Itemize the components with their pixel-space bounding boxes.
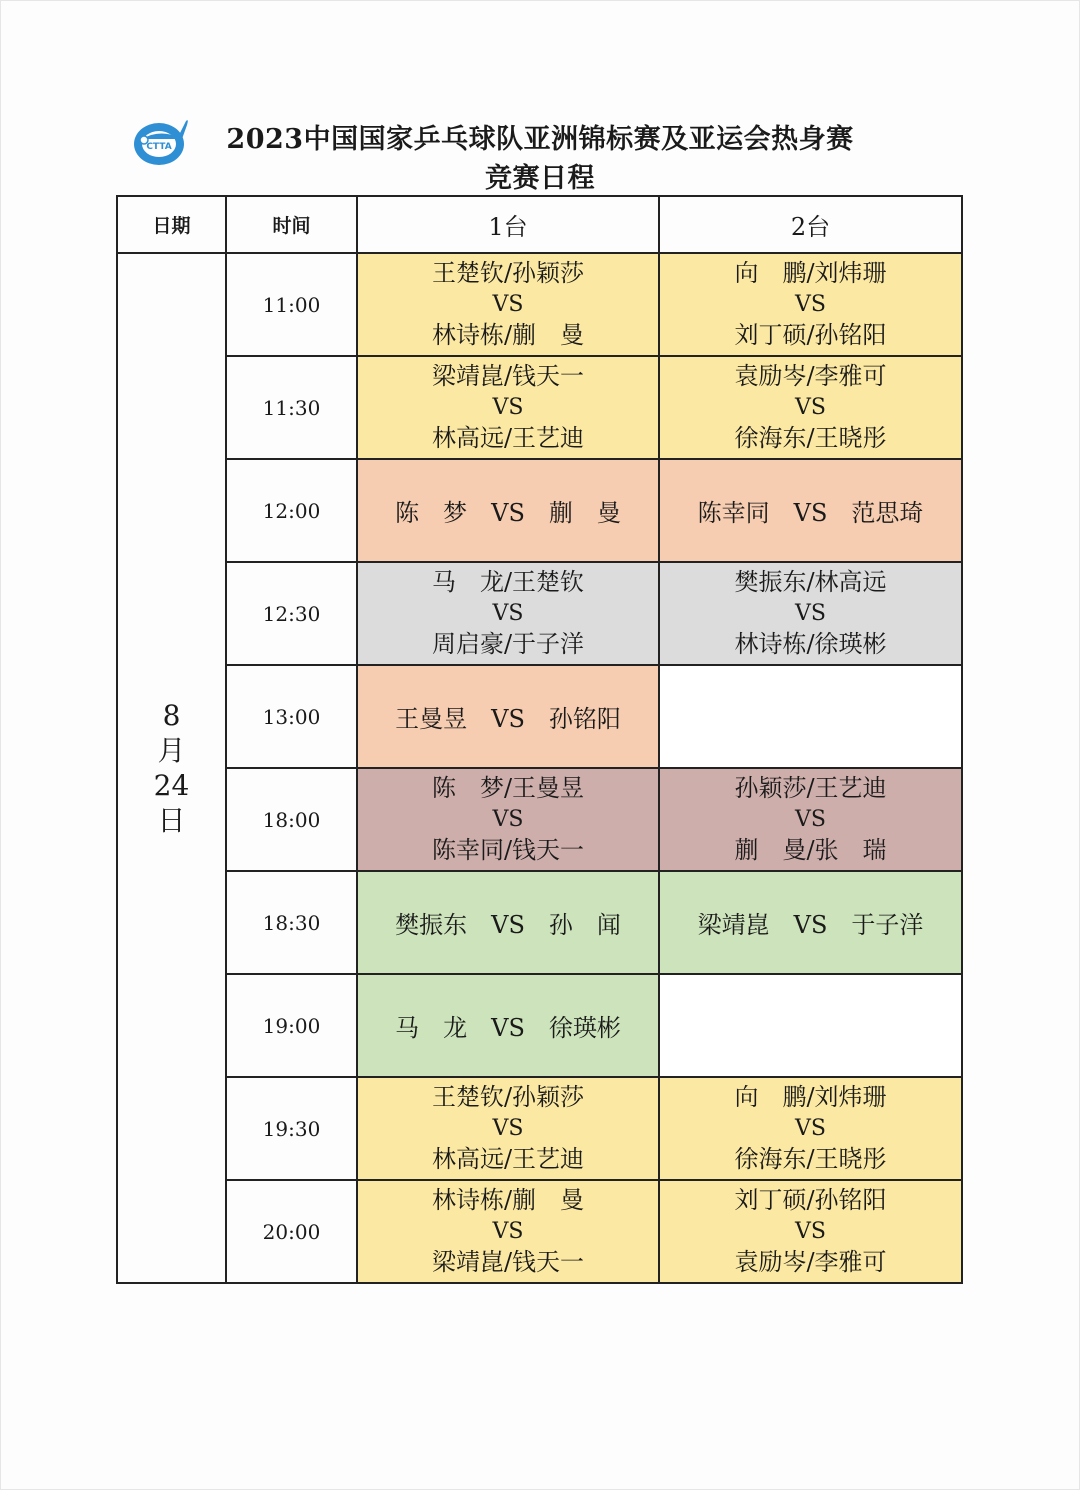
header-table-2: 2台 — [659, 196, 962, 253]
pair-a: 袁励岑/李雅可 — [734, 362, 887, 390]
time-cell: 11:30 — [226, 356, 357, 459]
table-row — [117, 1180, 962, 1283]
page-subtitle: 竞赛日程 — [485, 163, 595, 194]
doubles-match — [358, 773, 658, 866]
doubles-match — [660, 361, 961, 454]
header-table-1: 1台 — [357, 196, 659, 253]
table-row — [117, 871, 962, 974]
singles-match: 王曼昱 VS 孙铭阳 — [395, 705, 621, 733]
table-row — [117, 974, 962, 1077]
match-cell-table-1 — [357, 974, 659, 1077]
match-cell-table-1 — [357, 253, 659, 356]
vs-label: VS — [795, 1116, 826, 1141]
singles-match: 陈幸同 VS 范思琦 — [697, 499, 924, 527]
doubles-match — [358, 1185, 658, 1278]
pair-a: 王楚钦/孙颖莎 — [431, 259, 585, 287]
match-cell-table-2 — [659, 665, 962, 768]
time-cell: 18:00 — [226, 768, 357, 871]
page-title: 2023中国国家乒乓球队亚洲锦标赛及亚运会热身赛 — [226, 124, 854, 155]
match-cell-table-2 — [659, 253, 962, 356]
date-line: 24 — [153, 769, 190, 802]
match-cell-table-2 — [659, 1077, 962, 1180]
schedule-body — [117, 253, 962, 1283]
match-cell-table-2 — [659, 1180, 962, 1283]
vs-label: VS — [795, 1219, 826, 1244]
table-row — [117, 665, 962, 768]
pair-b: 林高远/王艺迪 — [431, 1145, 585, 1173]
header-date: 日期 — [117, 196, 226, 253]
singles-match: 樊振东 VS 孙 闻 — [395, 911, 621, 939]
table-row — [117, 1077, 962, 1180]
time-cell: 11:00 — [226, 253, 357, 356]
vs-label: VS — [492, 395, 524, 420]
doubles-match — [660, 773, 961, 866]
pair-b: 徐海东/王晓彤 — [734, 1145, 887, 1173]
doubles-match — [358, 258, 658, 351]
svg-text:CTTA: CTTA — [146, 142, 172, 152]
pair-b: 梁靖崑/钱天一 — [431, 1248, 585, 1276]
table-row — [117, 253, 962, 356]
match-cell-table-2 — [659, 768, 962, 871]
doubles-match — [660, 1185, 961, 1278]
table-row — [117, 562, 962, 665]
date-line: 日 — [157, 804, 186, 837]
time-cell: 18:30 — [226, 871, 357, 974]
vs-label: VS — [795, 395, 826, 420]
time-cell: 19:30 — [226, 1077, 357, 1180]
vs-label: VS — [492, 807, 524, 832]
match-cell-table-1 — [357, 871, 659, 974]
time-cell: 12:00 — [226, 459, 357, 562]
match-cell-table-2 — [659, 871, 962, 974]
pair-a: 陈 梦/王曼昱 — [431, 774, 585, 802]
pair-a: 王楚钦/孙颖莎 — [431, 1083, 585, 1111]
vs-label: VS — [492, 1219, 524, 1244]
date-cell — [117, 253, 226, 1283]
pair-a: 樊振东/林高远 — [734, 568, 887, 596]
table-row — [117, 768, 962, 871]
match-cell-table-1 — [357, 459, 659, 562]
vs-label: VS — [795, 807, 826, 832]
vs-label: VS — [492, 1116, 524, 1141]
pair-b: 徐海东/王晓彤 — [734, 424, 887, 452]
pair-a: 向 鹏/刘炜珊 — [734, 1083, 887, 1111]
vs-label: VS — [492, 601, 524, 626]
match-cell-table-1 — [357, 1077, 659, 1180]
pair-a: 孙颖莎/王艺迪 — [734, 774, 887, 802]
doubles-match — [358, 1082, 658, 1175]
match-cell-table-1 — [357, 356, 659, 459]
singles-match: 梁靖崑 VS 于子洋 — [697, 911, 924, 939]
singles-match: 马 龙 VS 徐瑛彬 — [395, 1014, 621, 1042]
header-row — [117, 196, 962, 253]
date-line: 8 — [162, 699, 181, 732]
pair-b: 周启豪/于子洋 — [431, 630, 585, 658]
pair-b: 林诗栋/蒯 曼 — [431, 321, 585, 349]
match-cell-table-2 — [659, 356, 962, 459]
pair-a: 马 龙/王楚钦 — [431, 568, 585, 596]
vs-label: VS — [795, 292, 826, 317]
pair-b: 袁励岑/李雅可 — [734, 1248, 887, 1276]
pair-a: 林诗栋/蒯 曼 — [431, 1186, 585, 1214]
table-row — [117, 356, 962, 459]
date-line: 月 — [157, 734, 186, 767]
match-cell-table-1 — [357, 562, 659, 665]
vs-label: VS — [492, 292, 524, 317]
pair-b: 林诗栋/徐瑛彬 — [734, 630, 887, 658]
doubles-match — [358, 567, 658, 660]
pair-b: 陈幸同/钱天一 — [431, 836, 585, 864]
doubles-match — [358, 361, 658, 454]
doubles-match — [660, 258, 961, 351]
doubles-match — [660, 1082, 961, 1175]
match-cell-table-1 — [357, 665, 659, 768]
time-cell: 20:00 — [226, 1180, 357, 1283]
pair-b: 蒯 曼/张 瑞 — [734, 836, 887, 864]
pair-a: 刘丁硕/孙铭阳 — [734, 1186, 887, 1214]
doubles-match — [660, 567, 961, 660]
match-cell-table-2 — [659, 459, 962, 562]
pair-a: 向 鹏/刘炜珊 — [734, 259, 887, 287]
match-cell-table-1 — [357, 768, 659, 871]
pair-b: 刘丁硕/孙铭阳 — [734, 321, 887, 349]
schedule-table — [116, 195, 963, 1284]
header-time: 时间 — [226, 196, 357, 253]
vs-label: VS — [795, 601, 826, 626]
singles-match: 陈 梦 VS 蒯 曼 — [395, 499, 621, 527]
time-cell: 19:00 — [226, 974, 357, 1077]
table-row — [117, 459, 962, 562]
match-cell-table-1 — [357, 1180, 659, 1283]
time-cell: 13:00 — [226, 665, 357, 768]
match-cell-table-2 — [659, 974, 962, 1077]
pair-a: 梁靖崑/钱天一 — [431, 362, 585, 390]
time-cell: 12:30 — [226, 562, 357, 665]
match-cell-table-2 — [659, 562, 962, 665]
pair-b: 林高远/王艺迪 — [431, 424, 585, 452]
